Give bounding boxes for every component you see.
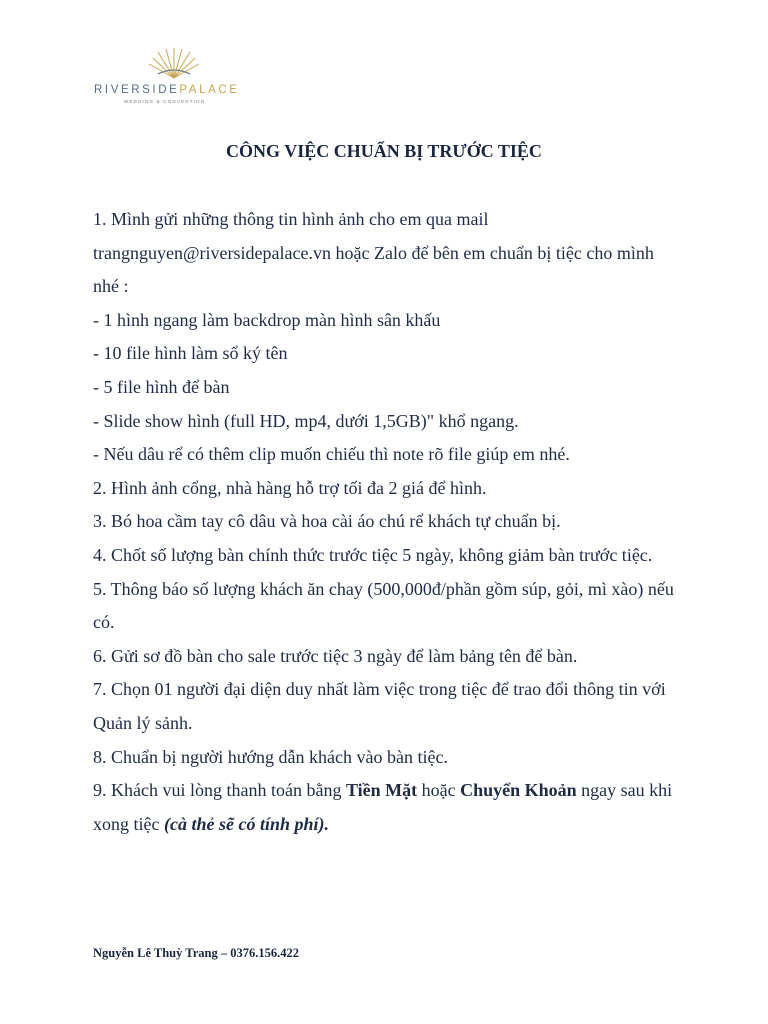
- item-1: 1. Mình gửi những thông tin hình ảnh cho em qua mail trangnguyen@riversidepalace.vn hoặc Zalo để bên em chuẩn bị tiệc cho mình nhé :: [93, 209, 654, 297]
- bullet-guestbook: - 10 file hình làm sổ ký tên: [93, 343, 288, 364]
- bullet-table-photos: - 5 file hình để bàn: [93, 376, 230, 397]
- bullet-backdrop: - 1 hình ngang làm backdrop màn hình sân khấu: [93, 309, 441, 330]
- item-6: 6. Gửi sơ đồ bàn cho sale trước tiệc 3 ngày để làm bảng tên để bàn.: [93, 645, 578, 666]
- cash-label: Tiền Mặt: [345, 780, 418, 801]
- logo-wordmark: RIVERSIDEPALACE: [94, 84, 240, 96]
- document-body: [93, 203, 683, 841]
- logo-tagline: WEDDING & CONVENTION: [124, 99, 206, 104]
- bullet-slideshow: - Slide show hình (full HD, mp4, dưới 1,5GB)" khổ ngang.: [93, 410, 519, 431]
- card-fee-note: (cà thẻ sẽ có tính phí).: [163, 813, 329, 834]
- transfer-label: Chuyển Khoản: [460, 780, 577, 801]
- item-3: 3. Bó hoa cầm tay cô dâu và hoa cài áo chú rể khách tự chuẩn bị.: [93, 511, 561, 532]
- item-8: 8. Chuẩn bị người hướng dẫn khách vào bàn tiệc.: [93, 746, 448, 767]
- contact-footer: Nguyễn Lê Thuỳ Trang – 0376.156.422: [93, 946, 299, 960]
- item-4: 4. Chốt số lượng bàn chính thức trước tiệc 5 ngày, không giảm bàn trước tiệc.: [93, 544, 653, 565]
- item-5: 5. Thông báo số lượng khách ăn chay (500,000đ/phần gồm súp, gỏi, mì xào) nếu có.: [93, 578, 674, 633]
- item-9: 9. Khách vui lòng thanh toán bằng Tiền Mặt hoặc Chuyển Khoản ngay sau khi xong tiệc (cà thẻ sẽ có tính phí).: [93, 780, 673, 834]
- item-7: 7. Chọn 01 người đại diện duy nhất làm việc trong tiệc để trao đổi thông tin với Quản lý sảnh.: [93, 679, 666, 733]
- bullet-clip: - Nếu dâu rể có thêm clip muốn chiếu thì note rõ file giúp em nhé.: [93, 444, 570, 465]
- sun-rays-icon: [144, 44, 204, 84]
- item-2: 2. Hình ảnh cổng, nhà hàng hỗ trợ tối đa 2 giá để hình.: [93, 477, 487, 498]
- page-title: CÔNG VIỆC CHUẨN BỊ TRƯỚC TIỆC: [226, 141, 542, 161]
- riverside-palace-logo: [94, 44, 254, 106]
